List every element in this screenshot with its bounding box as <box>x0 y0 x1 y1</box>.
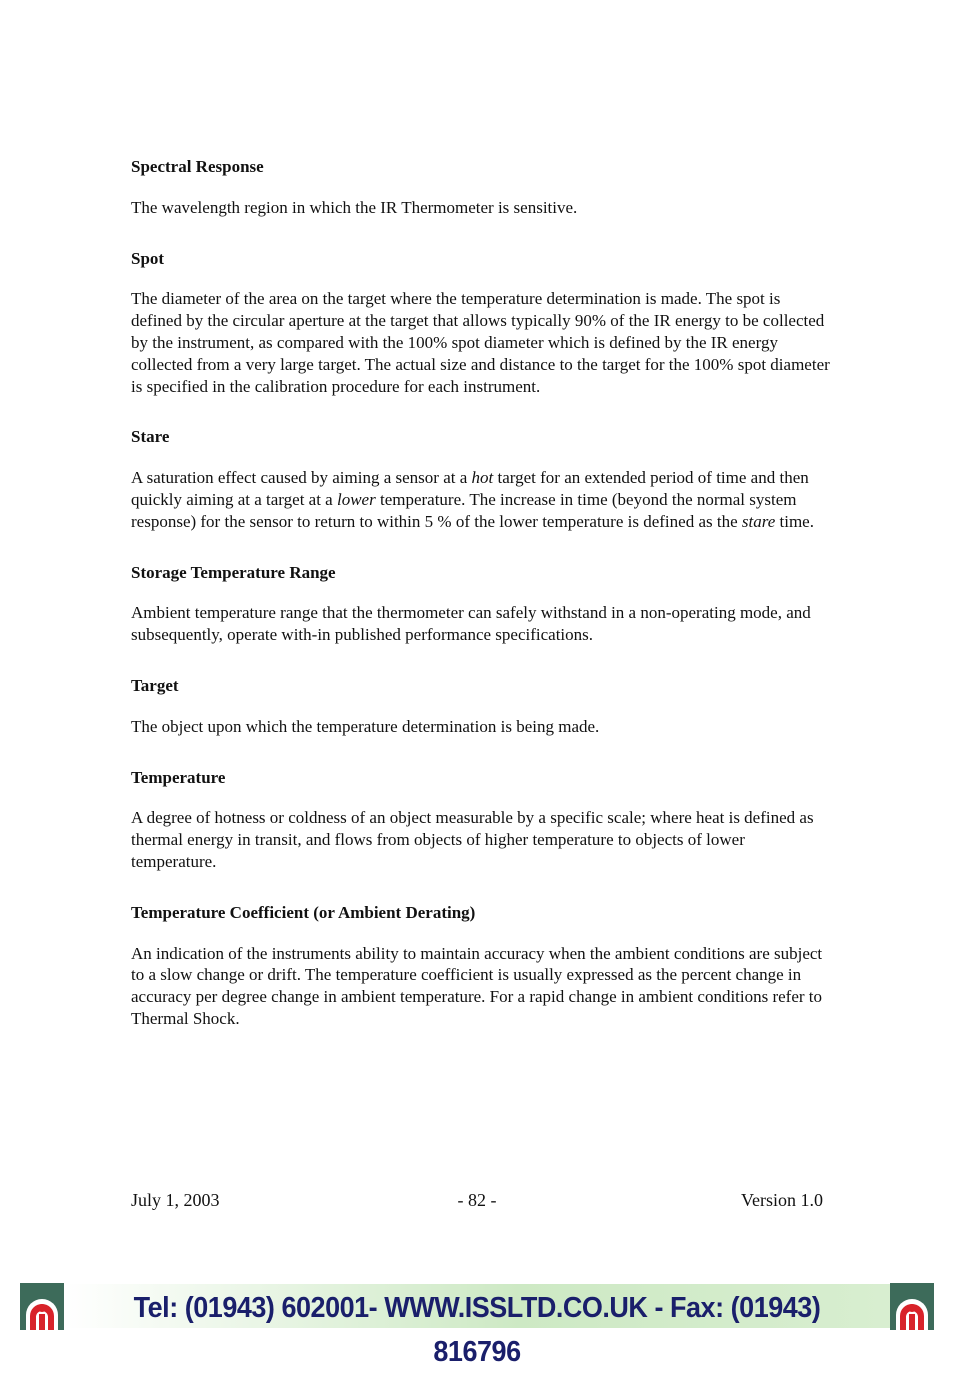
definition-stare-text-4: time. <box>775 511 814 531</box>
info-i-logo-icon <box>890 1283 934 1330</box>
term-stare: Stare <box>131 427 170 447</box>
definition-temperature: A degree of hotness or coldness of an object measurable by a specific scale; where heat is defined as thermal energy in transit, and flows from objects of higher temperature to objects of lower temperature. <box>131 808 814 871</box>
definition-stare-text-1: A saturation effect caused by aiming a sensor at a <box>131 468 472 488</box>
definition-stare-text-3: temperature. The increase in time (beyond the normal system response) for the sensor to return to within 5 % of the lower temperature is defined as the <box>131 489 797 531</box>
definition-stare-emphasis-lower: lower <box>336 489 376 509</box>
glossary-content <box>131 156 831 1059</box>
term-target: Target <box>131 675 179 695</box>
term-spot: Spot <box>131 248 165 268</box>
definition-stare-emphasis-hot: hot <box>471 468 494 488</box>
definition-stare <box>131 467 831 532</box>
footer-page-number: - 82 - <box>457 1190 497 1210</box>
term-storage-temperature-range: Storage Temperature Range <box>131 562 336 582</box>
info-i-logo-icon <box>20 1283 64 1330</box>
banner-contact-text: Tel: (01943) 602001- WWW.ISSLTD.CO.UK - Fax: (01943) 816796 <box>133 1292 821 1368</box>
footer-date: July 1, 2003 <box>131 1190 220 1210</box>
contact-banner <box>20 1283 934 1368</box>
definition-storage-temperature-range: Ambient temperature range that the thermometer can safely withstand in a non-operating mode, and subsequently, operate with-in published performance specifications. <box>131 603 811 645</box>
page-footer <box>131 1190 823 1214</box>
footer-version: Version 1.0 <box>741 1190 823 1210</box>
definition-stare-emphasis-stare: stare <box>741 511 776 531</box>
term-temperature: Temperature <box>131 767 226 787</box>
definition-stare-text-2: target for an extended period of time and then quickly aiming at a target at a <box>131 468 809 509</box>
term-spectral-response: Spectral Response <box>131 157 264 176</box>
term-temperature-coefficient: Temperature Coefficient (or Ambient Derating) <box>131 902 476 922</box>
definition-temperature-coefficient: An indication of the instruments ability to maintain accuracy when the ambient conditions are subject to a slow change or drift. The temperature coefficient is usually expressed as the percent change in accuracy per degree change in ambient temperature. For a rapid change in ambient conditions refer to Thermal Shock. <box>131 943 823 1028</box>
definition-target: The object upon which the temperature determination is being made. <box>131 716 600 736</box>
definition-spot: The diameter of the area on the target where the temperature determination is made. The spot is defined by the circular aperture at the target that allows typically 90% of the IR energy to be collected by the instrument, as compared with the 100% spot diameter which is defined by the IR energy collected from a very large target. The actual size and distance to the target for the 100% spot diameter is specified in the calibration procedure for each instrument. <box>131 289 830 396</box>
definition-spectral-response: The wavelength region in which the IR Thermometer is sensitive. <box>131 197 578 217</box>
